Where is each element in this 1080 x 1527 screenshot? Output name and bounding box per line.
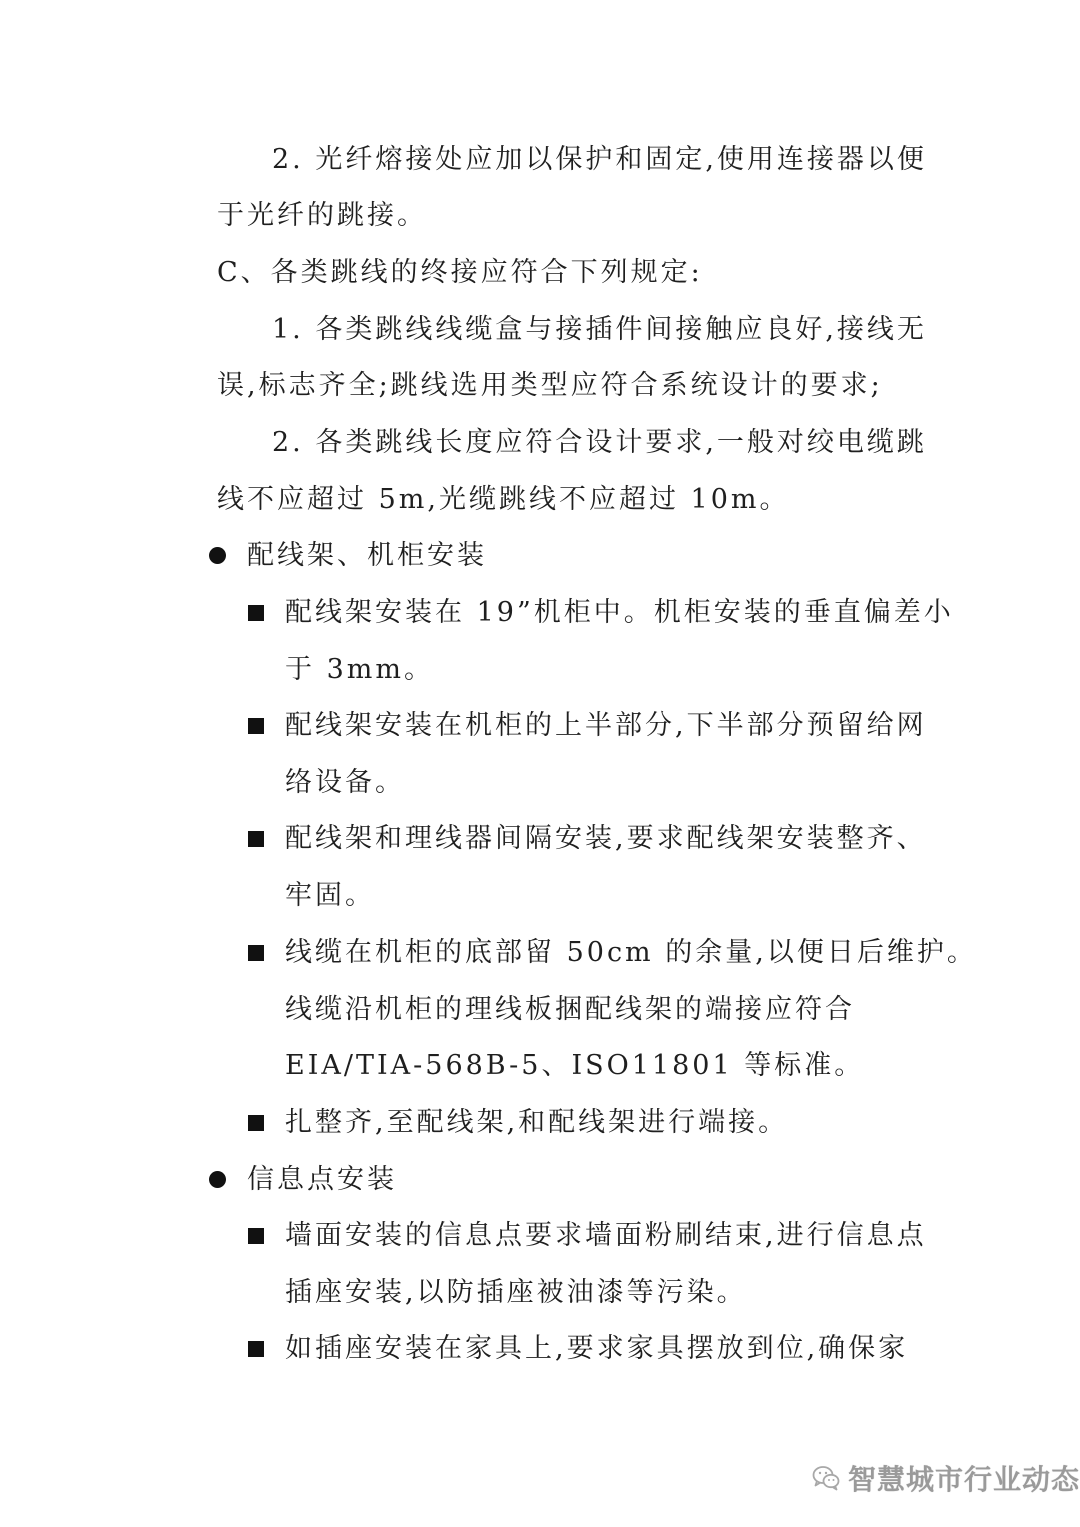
list-item-text: 配线架安装在 19”机柜中。机柜安装的垂直偏差小: [285, 597, 954, 628]
list-item-text: 络设备。: [285, 767, 405, 798]
watermark-text: 智慧城市行业动态: [848, 1463, 1080, 1496]
section-heading: C、各类跳线的终接应符合下列规定:: [217, 257, 703, 288]
text-line: 2. 光纤熔接处应加以保护和固定,使用连接器以便: [272, 144, 927, 175]
list-item-text: 配线架安装在机柜的上半部分,下半部分预留给网: [285, 710, 927, 741]
square-bullet-icon: [248, 831, 264, 847]
text-line: 误,标志齐全;跳线选用类型应符合系统设计的要求;: [217, 370, 883, 401]
list-item-text: EIA/TIA-568B-5、ISO11801 等标准。: [285, 1050, 865, 1081]
bullet-heading: 配线架、机柜安装: [247, 540, 487, 571]
list-item-text: 线缆在机柜的底部留 50cm 的余量,以便日后维护。: [285, 937, 977, 968]
square-bullet-icon: [248, 605, 264, 621]
list-item-text: 插座安装,以防插座被油漆等污染。: [285, 1277, 747, 1308]
wechat-icon: [812, 1465, 840, 1491]
square-bullet-icon: [248, 1228, 264, 1244]
square-bullet-icon: [248, 718, 264, 734]
list-item-text: 墙面安装的信息点要求墙面粉刷结束,进行信息点: [285, 1220, 927, 1251]
list-item-text: 扎整齐,至配线架,和配线架进行端接。: [285, 1107, 789, 1138]
list-item-text: 牢固。: [285, 880, 375, 911]
square-bullet-icon: [248, 945, 264, 961]
list-item-text: 于 3mm。: [285, 654, 434, 685]
bullet-heading: 信息点安装: [247, 1164, 397, 1195]
list-item-text: 如插座安装在家具上,要求家具摆放到位,确保家: [285, 1333, 909, 1364]
square-bullet-icon: [248, 1115, 264, 1131]
text-line: 1. 各类跳线线缆盒与接插件间接触应良好,接线无: [272, 314, 927, 345]
text-line: 线不应超过 5m,光缆跳线不应超过 10m。: [217, 484, 790, 515]
list-item-text: 线缆沿机柜的理线板捆配线架的端接应符合: [285, 994, 855, 1025]
round-bullet-icon: [209, 1171, 226, 1188]
text-line: 2. 各类跳线长度应符合设计要求,一般对绞电缆跳: [272, 427, 927, 458]
text-line: 于光纤的跳接。: [217, 200, 427, 231]
square-bullet-icon: [248, 1341, 264, 1357]
watermark: [812, 1458, 1080, 1498]
round-bullet-icon: [209, 547, 226, 564]
list-item-text: 配线架和理线器间隔安装,要求配线架安装整齐、: [285, 823, 927, 854]
